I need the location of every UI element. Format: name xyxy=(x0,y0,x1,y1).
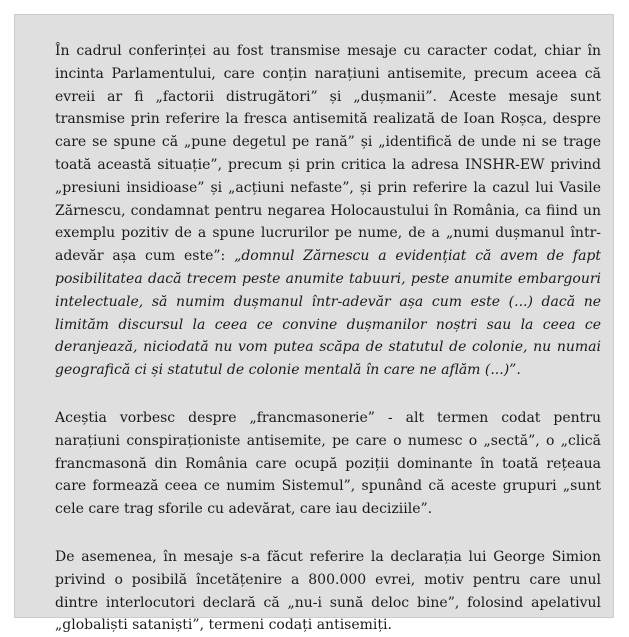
paragraph-1-end: . xyxy=(516,362,521,379)
paragraph-2 xyxy=(55,407,601,521)
paragraph-1 xyxy=(55,40,601,382)
paragraph-2-text: Aceștia vorbesc despre „francmasonerie” - alt termen codat pentru narațiuni conspiraționiste antisemite, pe care o numesc o „sectă”, o „clică francmasonă din România care ocupă poziții dominante în toată rețeaua care formează ceea ce numim Sistemul”, spunând că aceste grupuri „sunt cele care trag sforile cu adevărat, care iau deciziile”. xyxy=(55,409,601,518)
paragraph-3-text: De asemenea, în mesaje s-a făcut referire la declarația lui George Simion privind o posibilă încetățenire a 800.000 evrei, motiv pentru care unul dintre interlocutori declară că „nu-i sună deloc bine”, folosind apelativul „globaliști sataniști”, termeni codați antisemiți. xyxy=(55,548,601,634)
paragraph-1-text: În cadrul conferinței au fost transmise mesaje cu caracter codat, chiar în incinta Parlamentului, care conțin narațiuni antisemite, precum aceea că evreii ar fi „factorii distrugători” și „dușmanii”. Aceste mesaje sunt transmise prin referire la fresca antisemită realizată de Ioan Roșca, despre care se spune că „pune degetul pe rană” și „identifică de unde ni se trage toată această situație”, precum și prin critica la adresa INSHR-EW privind „presiuni insidioase” și „acțiuni nefaste”, și prin referire la cazul lui Vasile Zărnescu, condamnat pentru negarea Holocaustului în România, ca fiind un exemplu pozitiv de a spune lucrurilor pe nume, de a „numi dușmanul într-adevăr așa cum este”: xyxy=(55,43,601,265)
document-body xyxy=(55,40,601,637)
paragraph-1-quote: „domnul Zărnescu a evidențiat că avem de fapt posibilitatea dacă trecem peste anumite tabuuri, peste anumite embargouri intelectuale, să numim dușmanul într-adevăr așa cum este (...) dacă ne limităm discursul la ceea ce convine dușmanilor noștri sau la ceea ce deranjează, niciodată nu vom putea scăpa de statutul de colonie, nu numai geografică ci și statutul de colonie mentală în care ne aflăm (...)” xyxy=(55,248,602,379)
paragraph-3 xyxy=(55,546,601,637)
text-box xyxy=(14,14,614,634)
